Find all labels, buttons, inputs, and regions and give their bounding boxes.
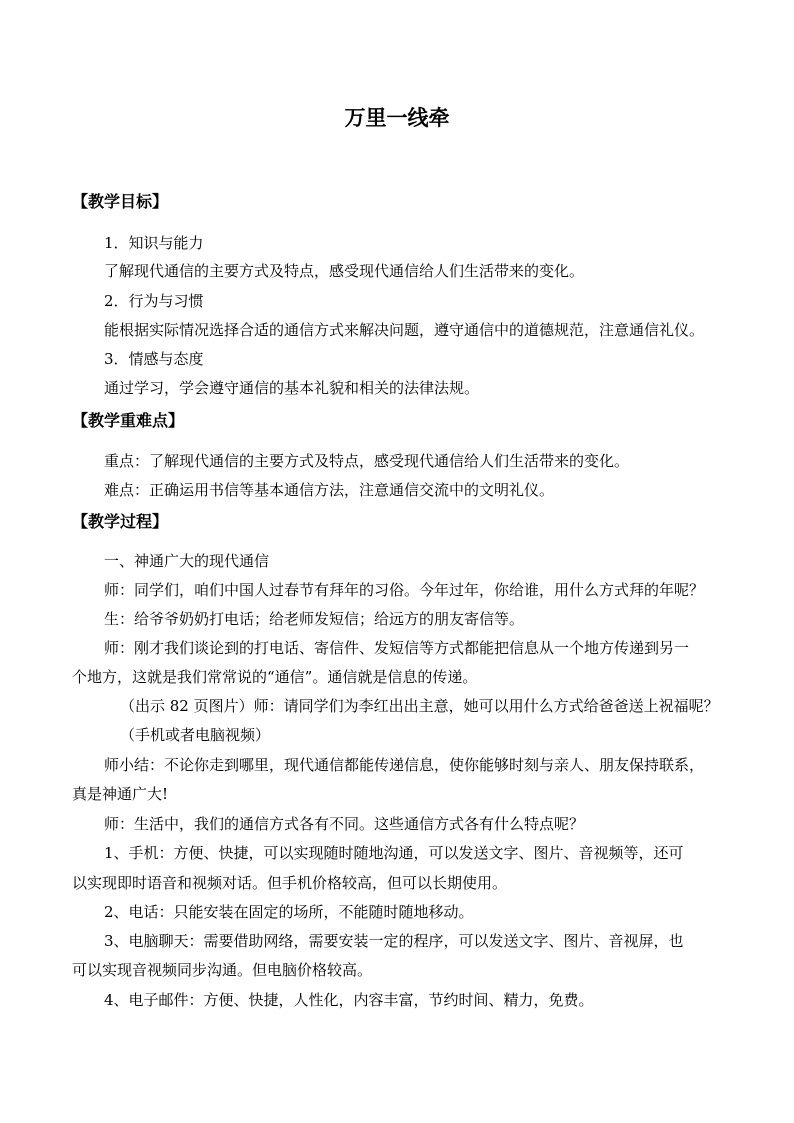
process-line: （手机或者电脑视频） bbox=[120, 726, 271, 744]
page-title: 万里一线牵 bbox=[344, 105, 450, 130]
process-line: 可以实现音视频同步沟通。但电脑价格较高。 bbox=[72, 961, 373, 979]
process-line: 以实现即时语音和视频对话。但手机价格较高，但可以长期使用。 bbox=[72, 874, 508, 892]
section-heading-key-points: 【教学重难点】 bbox=[72, 411, 185, 430]
process-line: 2、电话：只能安装在固定的场所，不能随时随地移动。 bbox=[104, 903, 474, 921]
process-line: 真是神通广大! bbox=[72, 785, 169, 803]
section-heading-process: 【教学过程】 bbox=[72, 512, 169, 531]
process-line: 师：同学们，咱们中国人过春节有拜年的习俗。今年过年，你给谁，用什么方式拜的年呢？ bbox=[104, 581, 705, 599]
process-line: 师：刚才我们谈论到的打电话、寄信件、发短信等方式都能把信息从一个地方传递到另一 bbox=[104, 639, 690, 657]
objectives-line: 了解现代通信的主要方式及特点，感受现代通信给人们生活带来的变化。 bbox=[104, 262, 585, 280]
process-line: 师：生活中，我们的通信方式各有不同。这些通信方式各有什么特点呢？ bbox=[104, 815, 585, 833]
process-line: 师小结：不论你走到哪里，现代通信都能传递信息，使你能够时刻与亲人、朋友保持联系， bbox=[104, 756, 705, 774]
objectives-line: 2．行为与习惯 bbox=[104, 292, 204, 310]
process-line: 生：给爷爷奶奶打电话；给老师发短信；给远方的朋友寄信等。 bbox=[104, 610, 525, 628]
process-line: 一、神通广大的现代通信 bbox=[104, 552, 270, 570]
process-line: 个地方，这就是我们常常说的“通信”。通信就是信息的传递。 bbox=[72, 668, 478, 686]
objectives-line: 3．情感与态度 bbox=[104, 350, 204, 368]
process-line: 4、电子邮件：方便、快捷，人性化，内容丰富，节约时间、精力，免费。 bbox=[104, 991, 594, 1009]
process-line: （出示 82 页图片）师：请同学们为李红出出主意，她可以用什么方式给爸爸送上祝福呢？ bbox=[120, 697, 719, 715]
process-line: 1、手机：方便、快捷，可以实现随时随地沟通，可以发送文字、图片、音视频等，还可 bbox=[104, 844, 684, 862]
process-line: 3、电脑聊天：需要借助网络，需要安装一定的程序，可以发送文字、图片、音视屏，也 bbox=[104, 932, 684, 950]
key-points-line: 重点：了解现代通信的主要方式及特点，感受现代通信给人们生活带来的变化。 bbox=[104, 452, 630, 470]
objectives-line: 1．知识与能力 bbox=[104, 234, 204, 252]
key-points-line: 难点：正确运用书信等基本通信方法，注意通信交流中的文明礼仪。 bbox=[104, 481, 555, 499]
objectives-line: 能根据实际情况选择合适的通信方式来解决问题，遵守通信中的道德规范，注意通信礼仪。 bbox=[104, 321, 705, 339]
section-heading-objectives: 【教学目标】 bbox=[72, 192, 169, 211]
objectives-line: 通过学习，学会遵守通信的基本礼貌和相关的法律法规。 bbox=[104, 379, 480, 397]
